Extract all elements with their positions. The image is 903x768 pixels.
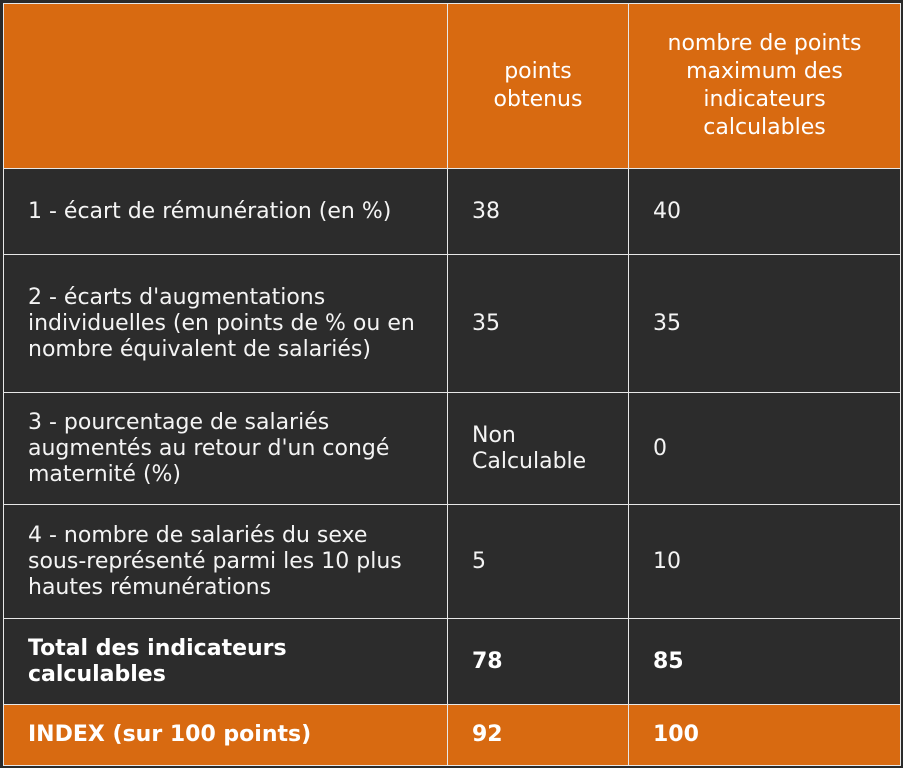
table-row bbox=[4, 255, 901, 393]
row-label: 2 - écarts d'augmentations individuelles (en points de % ou en nombre équivalent de salariés) bbox=[4, 255, 448, 393]
row-label: 4 - nombre de salariés du sexe sous-représenté parmi les 10 plus hautes rémunérations bbox=[4, 505, 448, 619]
table-row bbox=[4, 505, 901, 619]
row-points-maximum: 40 bbox=[629, 169, 901, 255]
index-label: INDEX (sur 100 points) bbox=[4, 705, 448, 766]
table-header-row bbox=[4, 4, 901, 169]
total-points-obtenus: 78 bbox=[448, 619, 629, 705]
row-label: 1 - écart de rémunération (en %) bbox=[4, 169, 448, 255]
table-row bbox=[4, 393, 901, 505]
table-row bbox=[4, 169, 901, 255]
row-points-maximum: 10 bbox=[629, 505, 901, 619]
row-points-obtenus: Non Calculable bbox=[448, 393, 629, 505]
header-points-maximum: nombre de points maximum des indicateurs calculables bbox=[629, 4, 901, 169]
index-points-maximum: 100 bbox=[629, 705, 901, 766]
row-points-maximum: 35 bbox=[629, 255, 901, 393]
index-row bbox=[4, 705, 901, 766]
header-points-obtenus: points obtenus bbox=[448, 4, 629, 169]
index-table bbox=[3, 3, 901, 766]
total-label: Total des indicateurs calculables bbox=[4, 619, 448, 705]
row-points-obtenus: 35 bbox=[448, 255, 629, 393]
total-points-maximum: 85 bbox=[629, 619, 901, 705]
row-points-obtenus: 5 bbox=[448, 505, 629, 619]
total-row bbox=[4, 619, 901, 705]
row-points-obtenus: 38 bbox=[448, 169, 629, 255]
row-label: 3 - pourcentage de salariés augmentés au retour d'un congé maternité (%) bbox=[4, 393, 448, 505]
index-points-obtenus: 92 bbox=[448, 705, 629, 766]
row-points-maximum: 0 bbox=[629, 393, 901, 505]
header-empty-cell bbox=[4, 4, 448, 169]
